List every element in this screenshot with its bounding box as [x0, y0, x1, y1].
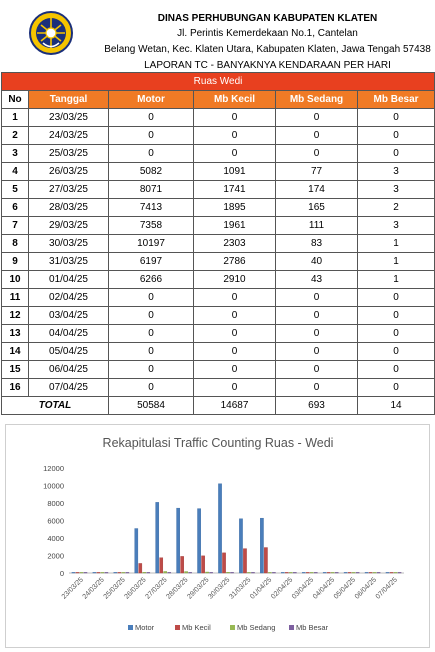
row-no: 9 [2, 253, 29, 271]
bar-mb-besar [377, 572, 380, 573]
bar-mb-besar [189, 572, 192, 573]
bar-mb-besar [105, 572, 108, 573]
table-row [2, 307, 435, 325]
table-row [2, 199, 435, 217]
bar-mb-sedang [226, 572, 229, 573]
row-motor: 0 [109, 109, 194, 127]
col-header-mb-besar: Mb Besar [358, 91, 435, 109]
col-header-tanggal: Tanggal [29, 91, 109, 109]
row-mb-kecil: 1741 [194, 181, 276, 199]
bar-mb-besar [293, 572, 296, 573]
row-mb-besar: 0 [358, 343, 435, 361]
row-no: 8 [2, 235, 29, 253]
bar-motor [365, 572, 368, 573]
row-mb-besar: 1 [358, 235, 435, 253]
row-no: 5 [2, 181, 29, 199]
row-motor: 8071 [109, 181, 194, 199]
row-mb-sedang: 174 [276, 181, 358, 199]
row-date: 04/04/25 [29, 325, 109, 343]
row-mb-sedang: 0 [276, 379, 358, 397]
ruas-row [2, 73, 435, 91]
total-row [2, 397, 435, 415]
row-mb-sedang: 165 [276, 199, 358, 217]
row-date: 25/03/25 [29, 145, 109, 163]
legend-label: Motor [135, 623, 155, 632]
x-tick-label: 30/03/25 [207, 576, 232, 601]
bar-mb-besar [147, 572, 150, 573]
x-tick-label: 29/03/25 [186, 576, 211, 601]
table-row [2, 379, 435, 397]
row-mb-besar: 0 [358, 325, 435, 343]
row-mb-besar: 3 [358, 181, 435, 199]
x-tick-label: 07/04/25 [374, 576, 399, 601]
table-row [2, 145, 435, 163]
y-tick-label: 6000 [47, 516, 64, 526]
row-mb-kecil: 2910 [194, 271, 276, 289]
bar-mb-sedang [352, 572, 355, 573]
bar-mb-sedang [394, 572, 397, 573]
row-mb-kecil: 0 [194, 379, 276, 397]
bar-mb-kecil [306, 572, 309, 573]
row-mb-besar: 0 [358, 127, 435, 145]
row-mb-besar: 1 [358, 253, 435, 271]
bar-mb-kecil [285, 572, 288, 573]
row-mb-kecil: 0 [194, 109, 276, 127]
row-mb-kecil: 2786 [194, 253, 276, 271]
legend-swatch [175, 625, 180, 630]
bar-mb-sedang [205, 572, 208, 573]
row-mb-kecil: 0 [194, 127, 276, 145]
bar-motor [281, 572, 284, 573]
row-mb-sedang: 0 [276, 289, 358, 307]
bar-mb-besar [335, 572, 338, 573]
row-date: 01/04/25 [29, 271, 109, 289]
row-date: 31/03/25 [29, 253, 109, 271]
total-label: TOTAL [2, 397, 109, 415]
total-mb-sedang: 693 [276, 397, 358, 415]
row-motor: 10197 [109, 235, 194, 253]
col-header-mb-kecil: Mb Kecil [194, 91, 276, 109]
row-mb-besar: 0 [358, 361, 435, 379]
bar-mb-sedang [122, 572, 125, 573]
bar-motor [323, 572, 326, 573]
x-tick-label: 24/03/25 [81, 576, 106, 601]
row-mb-kecil: 0 [194, 289, 276, 307]
bar-motor [197, 509, 200, 573]
row-mb-sedang: 111 [276, 217, 358, 235]
bar-mb-kecil [327, 572, 330, 573]
row-mb-sedang: 43 [276, 271, 358, 289]
y-tick-label: 8000 [47, 499, 64, 508]
total-motor: 50584 [109, 397, 194, 415]
y-tick-label: 12000 [43, 464, 64, 473]
x-tick-label: 01/04/25 [249, 576, 274, 601]
row-date: 02/04/25 [29, 289, 109, 307]
bar-mb-kecil [160, 558, 163, 573]
row-date: 30/03/25 [29, 235, 109, 253]
x-tick-label: 05/04/25 [332, 576, 358, 601]
table-row [2, 361, 435, 379]
row-no: 12 [2, 307, 29, 325]
table-row [2, 235, 435, 253]
y-tick-label: 4000 [47, 534, 64, 543]
x-tick-label: 06/04/25 [353, 576, 379, 601]
bar-mb-besar [126, 572, 129, 573]
row-mb-besar: 3 [358, 217, 435, 235]
bar-motor [93, 572, 96, 573]
bar-mb-besar [168, 572, 171, 573]
legend-swatch [128, 625, 133, 630]
row-motor: 0 [109, 307, 194, 325]
y-tick-label: 2000 [47, 551, 64, 561]
row-no: 13 [2, 325, 29, 343]
bar-mb-besar [272, 572, 275, 573]
legend-swatch [230, 625, 235, 630]
row-motor: 0 [109, 289, 194, 307]
report-header [0, 0, 435, 72]
col-header-motor: Motor [109, 91, 194, 109]
row-no: 4 [2, 163, 29, 181]
bar-mb-sedang [310, 572, 313, 573]
table-row [2, 127, 435, 145]
row-date: 05/04/25 [29, 343, 109, 361]
row-mb-kecil: 0 [194, 343, 276, 361]
row-mb-sedang: 0 [276, 127, 358, 145]
table-row [2, 109, 435, 127]
row-motor: 7413 [109, 199, 194, 217]
row-date: 26/03/25 [29, 163, 109, 181]
row-date: 03/04/25 [29, 307, 109, 325]
row-no: 2 [2, 127, 29, 145]
row-no: 7 [2, 217, 29, 235]
row-no: 6 [2, 199, 29, 217]
bar-mb-sedang [268, 572, 271, 573]
header-text [100, 12, 435, 74]
row-no: 3 [2, 145, 29, 163]
total-mb-kecil: 14687 [194, 397, 276, 415]
row-mb-sedang: 0 [276, 343, 358, 361]
row-no: 11 [2, 289, 29, 307]
table-header-row [2, 91, 435, 109]
table-row [2, 163, 435, 181]
row-mb-kecil: 0 [194, 325, 276, 343]
row-no: 14 [2, 343, 29, 361]
table-row [2, 253, 435, 271]
bar-motor [177, 508, 180, 573]
bar-motor [156, 502, 159, 573]
dishub-logo [28, 10, 74, 56]
bar-mb-kecil [369, 572, 372, 573]
row-motor: 0 [109, 379, 194, 397]
x-tick-label: 25/03/25 [102, 576, 127, 601]
chart-svg [6, 425, 431, 649]
row-mb-besar: 3 [358, 163, 435, 181]
bar-mb-kecil [76, 572, 79, 573]
bar-motor [386, 572, 389, 573]
y-tick-label: 0 [59, 569, 64, 578]
bar-mb-kecil [243, 549, 246, 573]
address-line-1: Jl. Perintis Kemerdekaan No.1, Cantelan [177, 28, 358, 39]
legend-label: Mb Kecil [182, 623, 211, 632]
bar-motor [218, 484, 221, 573]
table-row [2, 343, 435, 361]
bar-mb-kecil [139, 563, 142, 573]
row-mb-besar: 0 [358, 379, 435, 397]
row-motor: 6266 [109, 271, 194, 289]
bar-mb-kecil [181, 556, 184, 573]
bar-mb-kecil [222, 553, 225, 573]
bar-mb-sedang [80, 572, 83, 573]
bar-mb-besar [230, 572, 233, 573]
bar-mb-kecil [390, 572, 393, 573]
bar-mb-besar [398, 572, 401, 573]
report-title: LAPORAN TC - BANYAKNYA KENDARAAN PER HARI [144, 60, 391, 71]
row-mb-sedang: 40 [276, 253, 358, 271]
row-motor: 6197 [109, 253, 194, 271]
x-tick-label: 23/03/25 [60, 576, 85, 601]
row-no: 15 [2, 361, 29, 379]
row-mb-sedang: 77 [276, 163, 358, 181]
bar-mb-sedang [289, 572, 292, 573]
row-date: 23/03/25 [29, 109, 109, 127]
row-mb-kecil: 1091 [194, 163, 276, 181]
row-mb-besar: 1 [358, 271, 435, 289]
table-row [2, 271, 435, 289]
row-mb-sedang: 83 [276, 235, 358, 253]
row-no: 1 [2, 109, 29, 127]
bar-mb-besar [209, 572, 212, 573]
row-mb-besar: 0 [358, 145, 435, 163]
row-date: 27/03/25 [29, 181, 109, 199]
bar-motor [135, 529, 138, 573]
row-mb-sedang: 0 [276, 361, 358, 379]
bar-motor [114, 572, 117, 573]
row-date: 07/04/25 [29, 379, 109, 397]
bar-mb-besar [314, 572, 317, 573]
legend-label: Mb Sedang [237, 623, 276, 632]
row-mb-sedang: 0 [276, 109, 358, 127]
row-motor: 0 [109, 343, 194, 361]
row-motor: 0 [109, 145, 194, 163]
row-date: 28/03/25 [29, 199, 109, 217]
table-body [2, 109, 435, 397]
bar-mb-kecil [348, 572, 351, 573]
legend-label: Mb Besar [296, 623, 329, 632]
table-row [2, 325, 435, 343]
row-mb-kecil: 1895 [194, 199, 276, 217]
bar-motor [72, 572, 75, 573]
row-mb-besar: 0 [358, 289, 435, 307]
row-no: 16 [2, 379, 29, 397]
row-date: 29/03/25 [29, 217, 109, 235]
bar-mb-kecil [201, 556, 204, 573]
bar-mb-kecil [118, 572, 121, 573]
table-row [2, 289, 435, 307]
ruas-label: Ruas Wedi [2, 73, 435, 91]
row-motor: 0 [109, 361, 194, 379]
row-motor: 5082 [109, 163, 194, 181]
row-mb-kecil: 0 [194, 307, 276, 325]
bar-mb-sedang [185, 572, 188, 573]
traffic-chart [5, 424, 430, 648]
row-mb-besar: 2 [358, 199, 435, 217]
row-mb-kecil: 0 [194, 145, 276, 163]
row-motor: 0 [109, 325, 194, 343]
bar-mb-besar [84, 572, 87, 573]
x-tick-label: 02/04/25 [270, 576, 295, 601]
row-mb-besar: 0 [358, 109, 435, 127]
bar-mb-sedang [247, 572, 250, 573]
row-date: 24/03/25 [29, 127, 109, 145]
bar-mb-kecil [97, 572, 100, 573]
bar-mb-sedang [101, 572, 104, 573]
row-mb-sedang: 0 [276, 325, 358, 343]
row-mb-kecil: 1961 [194, 217, 276, 235]
x-tick-label: 31/03/25 [228, 576, 253, 601]
x-tick-label: 28/03/25 [165, 576, 190, 601]
total-mb-besar: 14 [358, 397, 435, 415]
row-mb-kecil: 0 [194, 361, 276, 379]
row-motor: 0 [109, 127, 194, 145]
x-tick-label: 27/03/25 [144, 576, 169, 601]
bar-motor [344, 572, 347, 573]
x-tick-label: 26/03/25 [123, 576, 148, 601]
y-tick-label: 10000 [43, 481, 64, 491]
chart-title: Rekapitulasi Traffic Counting Ruas - Wedi [102, 436, 334, 450]
bar-motor [260, 518, 263, 573]
row-mb-sedang: 0 [276, 145, 358, 163]
address-line-2: Belang Wetan, Kec. Klaten Utara, Kabupaten Klaten, Jawa Tengah 57438 [104, 44, 431, 55]
table-row [2, 217, 435, 235]
col-header-mb-sedang: Mb Sedang [276, 91, 358, 109]
org-name: DINAS PERHUBUNGAN KABUPATEN KLATEN [157, 13, 378, 24]
row-date: 06/04/25 [29, 361, 109, 379]
row-no: 10 [2, 271, 29, 289]
bar-mb-sedang [143, 572, 146, 573]
bar-mb-kecil [264, 548, 267, 573]
row-mb-besar: 0 [358, 307, 435, 325]
x-tick-label: 03/04/25 [290, 576, 316, 601]
row-mb-sedang: 0 [276, 307, 358, 325]
col-header-no: No [2, 91, 29, 109]
bar-motor [302, 572, 305, 573]
legend-swatch [289, 625, 294, 630]
bar-mb-besar [251, 572, 254, 573]
bar-mb-besar [356, 572, 359, 573]
x-tick-label: 04/04/25 [311, 576, 337, 601]
row-motor: 7358 [109, 217, 194, 235]
bar-mb-sedang [373, 572, 376, 573]
row-mb-kecil: 2303 [194, 235, 276, 253]
bar-motor [239, 519, 242, 573]
bar-mb-sedang [164, 571, 167, 573]
traffic-table [1, 72, 435, 415]
table-row [2, 181, 435, 199]
bar-mb-sedang [331, 572, 334, 573]
